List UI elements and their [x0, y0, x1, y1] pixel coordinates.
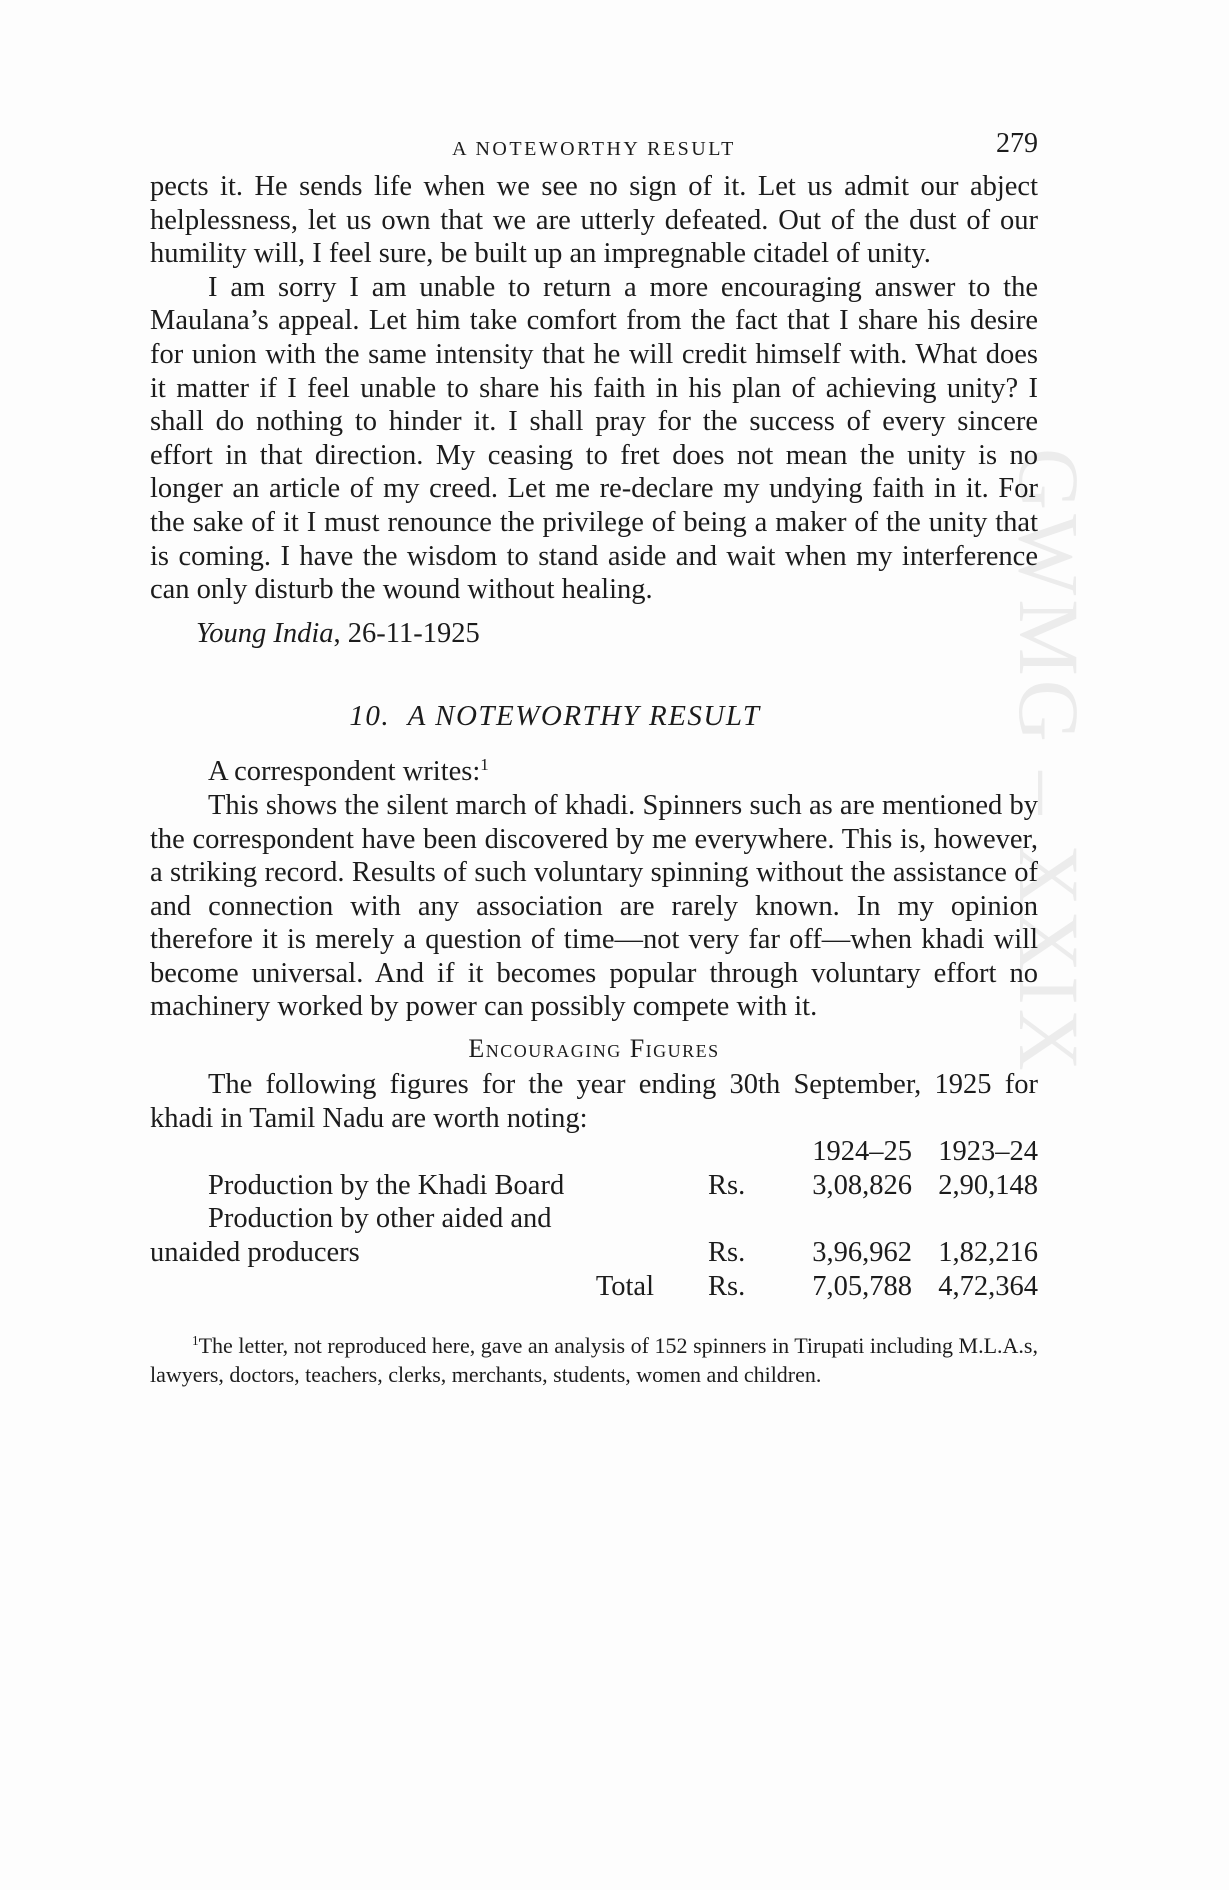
page [150, 128, 1038, 1389]
row-value-1924-25: 3,96,962 [812, 1237, 912, 1269]
row-value-1923-24: 1,82,216 [938, 1237, 1038, 1269]
running-head-title: A NOTEWORTHY RESULT [452, 138, 736, 160]
table-row [150, 1202, 1038, 1236]
row-value-1923-24: 4,72,364 [938, 1270, 1038, 1302]
correspondent-line [150, 755, 1038, 789]
row-label: Production by other aided and [208, 1203, 552, 1235]
section-title [150, 700, 1038, 733]
running-head [150, 128, 1038, 170]
footnote [150, 1331, 1038, 1389]
watermark: GWMG – XXIX [1001, 448, 1097, 1075]
page-number: 279 [996, 128, 1038, 159]
paragraph-khadi: This shows the silent march of khadi. Spinners such as are mentioned by the correspondent have been discovered by me everywhere. This is, however, a striking record. Results of such voluntary spinning without the assistance of and connection with any association are rarely known. In my opinion therefore it is merely a question of time—not very far off—when khadi will become universal. And if it becomes popular through voluntary effort no machinery worked by power can possibly compete with it. [150, 789, 1038, 1023]
source-citation [150, 617, 1038, 651]
footnote-ref: 1 [480, 755, 489, 775]
footnote-marker: 1 [192, 1333, 199, 1349]
correspondent-text: A correspondent writes: [208, 756, 481, 788]
row-label: Production by the Khadi Board [208, 1169, 565, 1201]
col-header-1924-25: 1924–25 [812, 1136, 912, 1168]
table-row [150, 1169, 1038, 1203]
row-label: Total [595, 1270, 654, 1302]
row-label: unaided producers [150, 1237, 360, 1269]
table-row [150, 1236, 1038, 1270]
section-title-text: A NOTEWORTHY RESULT [407, 700, 761, 733]
row-value-1923-24: 2,90,148 [938, 1169, 1038, 1201]
row-currency: Rs. [708, 1237, 746, 1269]
row-value-1924-25: 3,08,826 [812, 1169, 912, 1201]
subheading: Encouraging Figures [468, 1034, 720, 1064]
table-header-row [150, 1135, 1038, 1169]
row-value-1924-25: 7,05,788 [812, 1270, 912, 1302]
section-number: 10. [349, 700, 391, 733]
footnote-separator [150, 1303, 1038, 1331]
table-row-total [150, 1270, 1038, 1304]
source-date: , 26-11-1925 [333, 617, 480, 649]
col-header-1923-24: 1923–24 [938, 1136, 1038, 1168]
row-currency: Rs. [708, 1270, 746, 1302]
footnote-text: The letter, not reproduced here, gave an analysis of 152 spinners in Tirupati including M.L.A.s, lawyers, doctors, teachers, clerks, merchants, students, women and children. [150, 1333, 1038, 1388]
paragraph-figures: The following figures for the year ending 30th September, 1925 for khadi in Tamil Nadu are worth noting: [150, 1069, 1038, 1134]
paragraph-continuation: pects it. He sends life when we see no sign of it. Let us admit our abject helplessness, let us own that we are utterly defeated. Out of the dust of our humility will, I feel sure, be built up an impregnable citadel of unity. [150, 171, 1038, 270]
row-currency: Rs. [708, 1169, 746, 1201]
khadi-figures-table [150, 1135, 1038, 1303]
source-publication: Young India [196, 617, 334, 649]
paragraph-reply: I am sorry I am unable to return a more encouraging answer to the Maulana’s appeal. Let him take comfort from the fact that I share his desire for union with the same intensity that he will credit himself with. What does it matter if I feel unable to share his faith in his plan of achieving unity? I shall do nothing to hinder it. I shall pray for the success of every sincere effort in that direction. My ceasing to fret does not mean the unity is no longer an article of my creed. Let me re-declare my undying faith in it. For the sake of it I must renounce the privilege of being a maker of the unity that is coming. I have the wisdom to stand aside and wait when my interference can only disturb the wound without healing. [150, 271, 1038, 606]
